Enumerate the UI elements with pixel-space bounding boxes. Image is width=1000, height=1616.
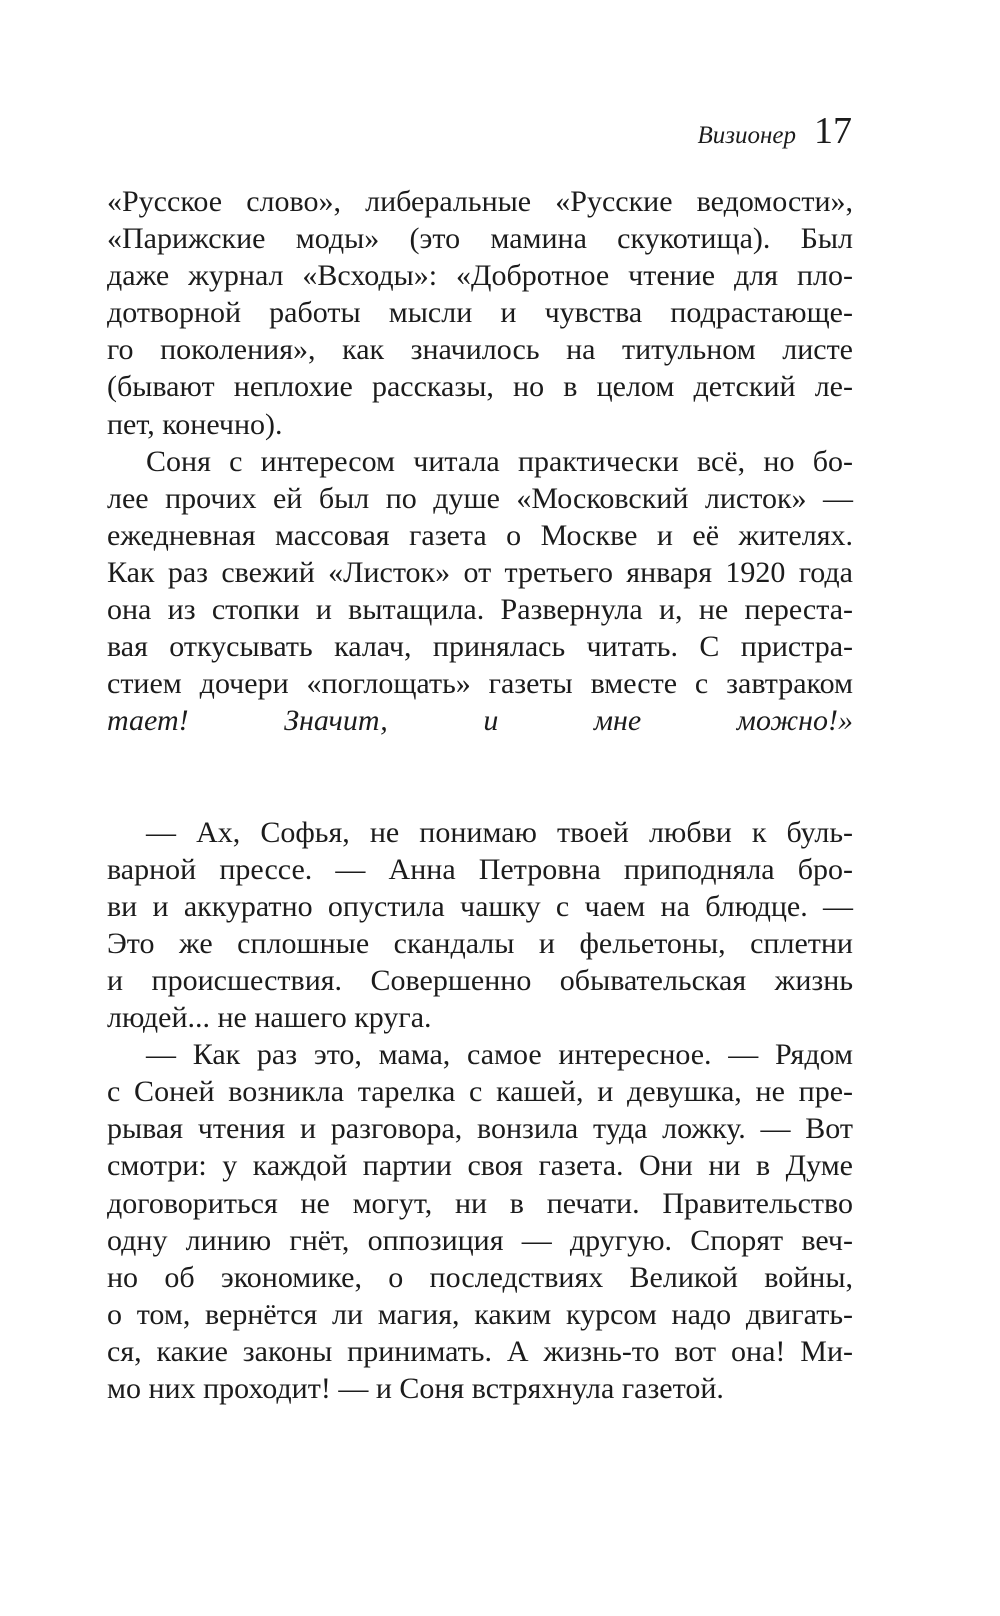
text-line: дотворной работы мысли и чувства подрастающе- [107,296,853,330]
text-line: «Парижские моды» (это мамина скукотища). Был [107,222,853,256]
text-line: одну линию гнёт, оппозиция — другую. Спорят веч- [107,1223,853,1257]
text-line: — Как раз это, мама, самое интересное. — Рядом [146,1038,853,1072]
text-line: мо них проходит! — и Соня встряхнула газетой. [107,1372,724,1405]
text-line [107,739,853,776]
text-line: го поколения», как значилось на титульном листе [107,333,853,367]
text-line: ся, какие законы принимать. А жизнь-то вот она! Ми- [107,1334,853,1368]
text-line: пет, конечно). [107,407,283,441]
running-head [697,112,852,150]
text-line: ви и аккуратно опустила чашку с чаем на блюдце. — [107,889,853,923]
text-line: и происшествия. Совершенно обывательская жизнь [107,963,853,997]
text-line: даже журнал «Всходы»: «Добротное чтение для пло- [107,259,853,293]
text-line: (бывают неплохие рассказы, но в целом детский ле- [107,370,853,404]
paragraph [107,183,853,443]
text-line: с Соней возникла тарелка с кашей, и девушка, не пре- [107,1075,853,1109]
text-line: рывая чтения и разговора, вонзила туда ложку. — Вот [107,1112,853,1146]
paragraph [107,443,853,814]
text-line: варной прессе. — Анна Петровна приподняла бро- [107,852,853,886]
text-line: ежедневная массовая газета о Москве и её жителях. [107,518,853,552]
text-line: вая откусывать калач, принялась читать. С пристра- [107,630,853,664]
text-line: о том, вернётся ли магия, каким курсом надо двигать- [107,1297,853,1331]
text-line [107,702,853,739]
italic-quote: тает! Значит, и мне можно!» [107,704,853,738]
paragraph [107,814,853,1037]
text-line: но об экономике, о последствиях Великой войны, [107,1260,853,1294]
body-text [107,183,853,1407]
running-title: Визионер [697,122,796,149]
page-number: 17 [814,110,852,152]
paragraph [107,1036,853,1407]
text-line: лее прочих ей был по душе «Московский листок» — [107,481,853,515]
text-line: она из стопки и вытащила. Развернула и, не переста- [107,593,853,627]
text-line: договориться не могут, ни в печати. Правительство [107,1186,853,1220]
text-line: людей... не нашего круга. [107,1001,432,1035]
text-line [107,777,853,814]
text-line: Соня с интересом читала практически всё, но бо- [146,444,853,478]
text-line: «Русское слово», либеральные «Русские ведомости», [107,185,853,218]
text-line: стием дочери «поглощать» газеты вместе с завтраком [107,667,853,701]
text-line: Это же сплошные скандалы и фельетоны, сплетни [107,926,853,960]
text-line: смотри: у каждой партии своя газета. Они ни в Думе [107,1149,853,1183]
text-line: Как раз свежий «Листок» от третьего января 1920 года [107,555,853,589]
text-line: — Ах, Софья, не понимаю твоей любви к буль- [146,815,853,849]
